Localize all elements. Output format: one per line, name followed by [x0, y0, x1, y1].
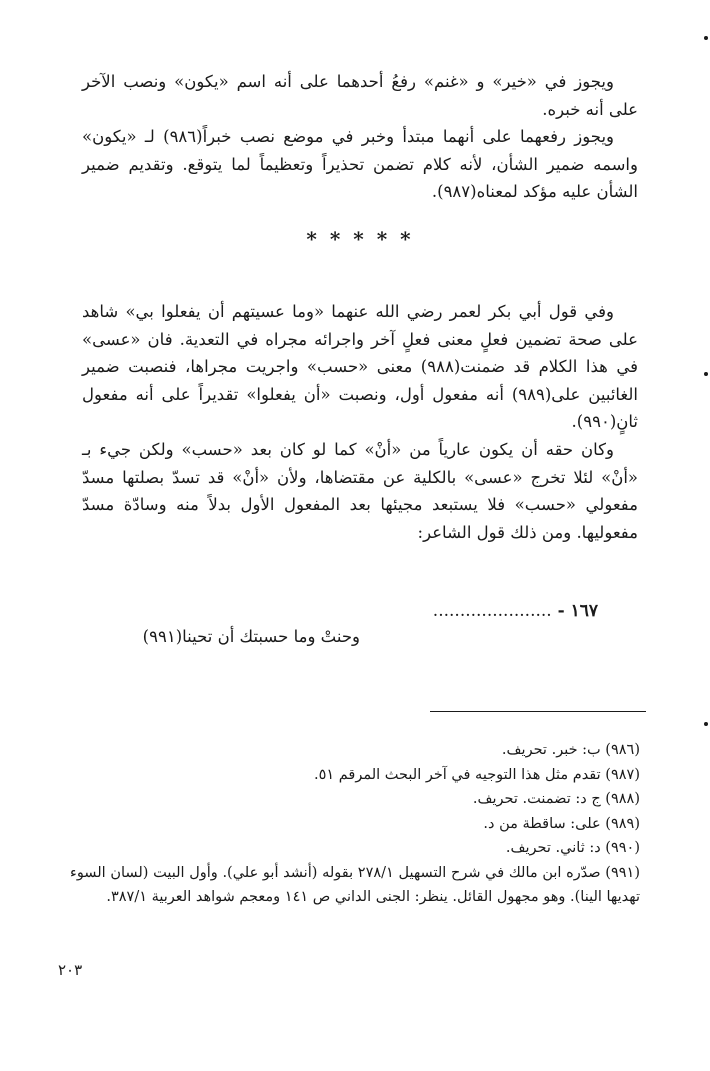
footnote-991: (٩٩١) صدّره ابن مالك في شرح التسهيل ٢٧٨/١ بقوله (أنشد أبو علي). وأول البيت (لسان السوء تهديها الينا). وهو مجهول القائل. ينظر: الجنى الداني ص ١٤١ ومعجم شواهد العربية ٣٨٧/١.	[70, 864, 640, 905]
footnote-divider	[430, 711, 646, 712]
paragraph-3: وفي قول أبي بكر لعمر رضي الله عنهما «وما عسيتهم أن يفعلوا بي» شاهد على صحة تضمين فعلٍ معنى فعلٍ آخر واجرائه مجراه في التعدية. فان «عسى» في هذا الكلام قد ضمنت(٩٨٨) معنى «حسب» واجريت مجراها، فنصبت ضمير الغائبين على(٩٨٩) أنه مفعول أول، ونصبت «أن يفعلوا» تقديراً على أنه مفعول ثانٍ(٩٩٠).	[82, 301, 639, 432]
edge-mark-dot	[704, 372, 708, 376]
page-number: ٢٠٣	[58, 961, 83, 979]
verse-dots: ......................	[432, 601, 552, 621]
section-separator: * * * * *	[306, 226, 414, 251]
footnote-989: (٩٨٩) على: ساقطة من د.	[483, 815, 640, 832]
edge-mark-dot	[704, 36, 708, 40]
paragraph-1: ويجوز في «خير» و «غنم» رفعُ أحدهما على أنه اسم «يكون» ونصب الآخر على أنه خبره.	[82, 72, 638, 119]
footnote-987: (٩٨٧) تقدم مثل هذا التوجيه في آخر البحث المرقم ٥١.	[313, 766, 640, 783]
paragraph-2: ويجوز رفعهما على أنهما مبتدأ وخبر في موضع نصب خبراً(٩٨٦) لـ «يكون» واسمه ضمير الشأن، لأنه كلام تضمن تحذيراً وتعظيماً لما يتوقع. وتقديم ضمير الشأن عليه مؤكد لمعناه(٩٨٧).	[82, 127, 638, 202]
paragraph-4: وكان حقه أن يكون عارياً من «أنْ» كما لو كان بعد «حسب» ولكن جيء بـ «أنْ» لئلا تخرج «عسى» بالكلية عن مقتضاها، ولأن «أنْ» قد تسدّ بصلتها مسدّ مفعولي «حسب» فلا يستبعد مجيئها بعد المفعول الأول بدلاً منه وسادّة مسدّ مفعوليها. ومن ذلك قول الشاعر:	[82, 439, 638, 542]
footnotes-block	[70, 738, 640, 910]
verse-number: ١٦٧ -	[557, 601, 598, 621]
footnote-990: (٩٩٠) د: ثاني. تحريف.	[505, 840, 640, 856]
footnote-986: (٩٨٦) ب: خبر. تحريف.	[501, 742, 640, 758]
verse-text: وحنتْ وما حسبتك أن تحينا(٩٩١)	[142, 627, 360, 646]
footnote-988: (٩٨٨) ج د: تضمنت. تحريف.	[472, 791, 640, 807]
main-text-block	[82, 68, 638, 546]
verse-number-line	[338, 596, 598, 626]
edge-mark-dot	[704, 722, 708, 726]
